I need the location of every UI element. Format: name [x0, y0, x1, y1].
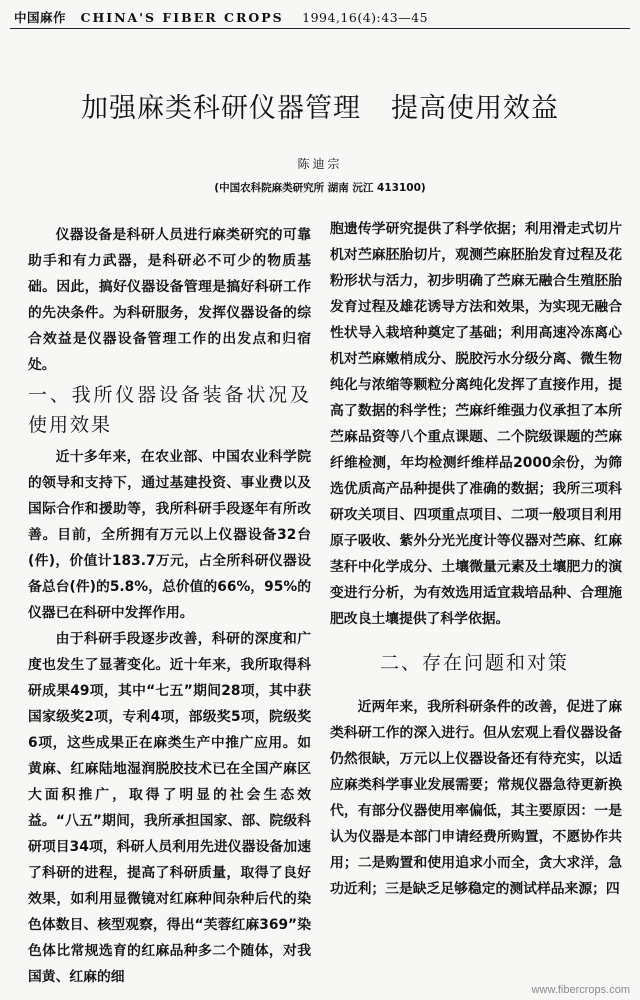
section-2-heading: 二、存在问题和对策 [380, 652, 570, 674]
section-1-paragraph-2: 由于科研手段逐步改善，科研的深度和广度也发生了显著变化。近十年来，我所取得科研成果49项，其中“七五”期间28项，其中获国家级奖2项，专利4项，部级奖5项，院级奖6项，这些成果正在麻类生产中推广应用。如黄麻、红麻陆地湿润脱胶技术已在全国产麻区大面积推广，取得了明显的社会生态效益。“八五”期间，我所承担国家、部、院级科研项目34项，科研人员利用先进仪器设备加速了科研的进程，提高了科研质量，取得了良好效果，如利用显微镜对红麻种间杂种后代的染色体数目、核型观察，得出“芙蓉红麻369”染色体比常规选育的红麻品种多二个随体，对我国黄、红麻的细 [28, 631, 311, 985]
article-title-part2: 提高使用效益 [391, 93, 559, 124]
section-1-paragraph-1: 近十多年来，在农业部、中国农业科学院的领导和支持下，通过基建投资、事业费以及国际合作和援助等，我所科研手段逐年有所改善。目前，全所拥有万元以上仪器设备32台(件)，价值计183.7万元，占全所科研仪器设备总台(件)的5.8%，总价值的66%，95%的仪器已在科研中发挥作用。 [28, 449, 311, 621]
journal-name-en: CHINA'S FIBER CROPS [80, 10, 284, 25]
author-affiliation: (中国农科院麻类研究所 湖南 沅江 413100) [214, 182, 426, 194]
header-rule [10, 28, 630, 29]
right-column [330, 216, 622, 988]
section-1-heading: 一、我所仪器设备装备状况及使用效果 [28, 384, 311, 436]
author-name: 陈迪宗 [297, 157, 343, 171]
site-watermark: www.fibercrops.com [531, 984, 630, 996]
journal-name-cn: 中国麻作 [14, 10, 67, 25]
article-title [0, 86, 640, 125]
journal-citation: 1994,16(4):43—45 [302, 10, 429, 25]
running-head [14, 8, 626, 26]
intro-paragraph: 仪器设备是科研人员进行麻类研究的可靠助手和有力武器，是科研必不可少的物质基础。因此，搞好仪器设备管理是搞好科研工作的先决条件。为科研服务，发挥仪器设备的综合效益是仪器设备管理工作的出发点和归宿处。 [28, 227, 311, 373]
continued-paragraph: 胞遗传学研究提供了科学依据；利用滑走式切片机对苎麻胚胎切片，观测苎麻胚胎发育过程及花粉形状与活力，初步明确了苎麻无融合生殖胚胎发育过程及雄花诱导方法和效果，为实现无融合性状导入栽培种奠定了基础；利用高速冷冻离心机对苎麻嫩梢成分、脱胶污水分级分离、微生物纯化与浓缩等颗粒分离纯化发挥了直接作用，提高了数据的科学性；苎麻纤维强力仪承担了本所苎麻品资等八个重点课题、二个院级课题的苎麻纤维检测，年均检测纤维样品2000余份，为筛选优质高产品种提供了准确的数据；我所三项科研攻关项目、四项重点项目、二项一般项目利用原子吸收、紫外分光光度计等仪器对苎麻、红麻茎秆中化学成分、土壤微量元素及土壤肥力的演变进行分析，为有效选用适宜栽培品种、合理施肥改良土壤提供了科学依据。 [330, 221, 622, 627]
article-title-part1: 加强麻类科研仪器管理 [81, 93, 361, 124]
section-2-paragraph-1: 近两年来，我所科研条件的改善，促进了麻类科研工作的深入进行。但从宏观上看仪器设备仍然很缺，万元以上仪器设备还有待充实，以适应麻类科学事业发展需要；常规仪器急待更新换代，有部分仪器使用率偏低，其主要原因：一是认为仪器是本部门申请经费所购置，不愿协作共用；二是购置和使用追求小而全，贪大求洋，急功近利；三是缺乏足够稳定的测试样品来源；四 [330, 699, 622, 897]
left-column [28, 222, 311, 994]
